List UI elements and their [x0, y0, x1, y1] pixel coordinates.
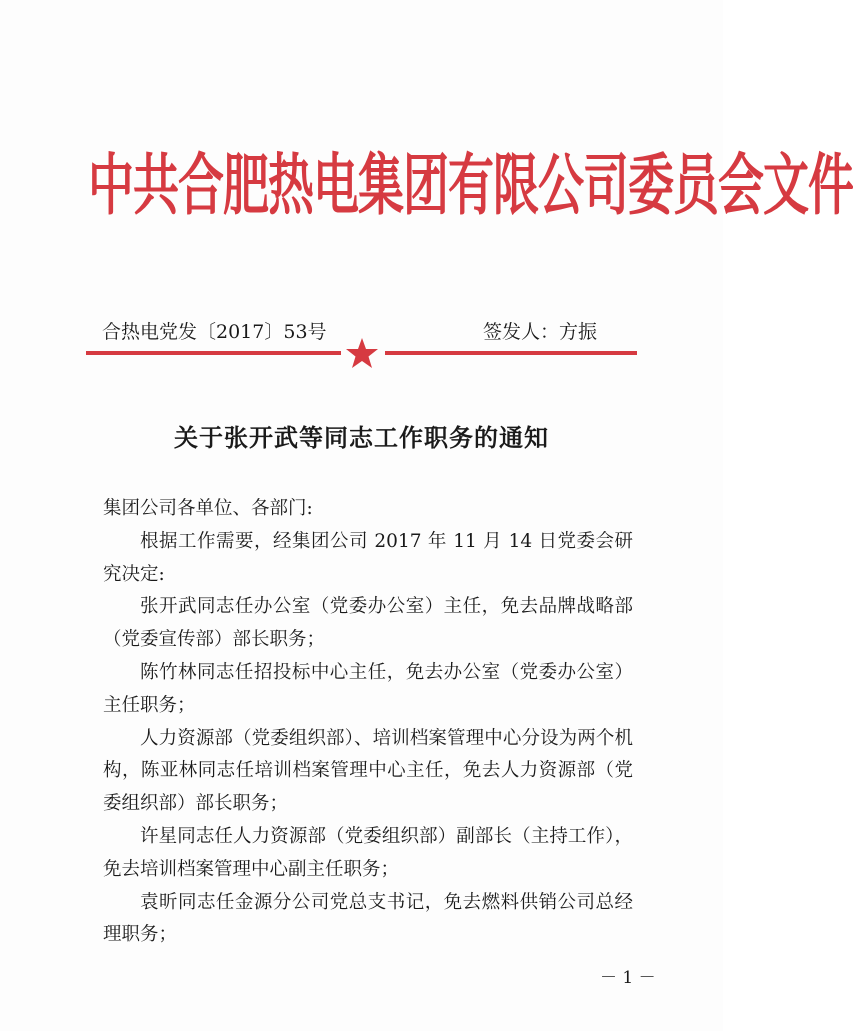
document-masthead: 中共合肥热电集团有限公司委员会文件	[88, 145, 853, 225]
issuer-signature: 签发人：方振	[483, 321, 598, 343]
red-star-icon	[345, 337, 379, 369]
document-number: 合热电党发〔2017〕53号	[102, 321, 327, 343]
body-paragraph: 许星同志任人力资源部（党委组织部）副部长（主持工作），免去培训档案管理中心副主任职务；	[103, 825, 633, 880]
red-rule-left	[86, 351, 341, 355]
notice-body	[103, 493, 633, 952]
page-number: － 1 －	[600, 968, 656, 988]
body-paragraph: 张开武同志任办公室（党委办公室）主任，免去品牌战略部（党委宣传部）部长职务；	[103, 596, 633, 651]
body-paragraph: 陈竹林同志任招投标中心主任，免去办公室（党委办公室）主任职务；	[103, 661, 633, 716]
body-paragraph: 根据工作需要，经集团公司 2017 年 11 月 14 日党委会研究决定:	[103, 530, 633, 585]
red-rule-right	[385, 351, 637, 355]
notice-title: 关于张开武等同志工作职务的通知	[174, 423, 549, 452]
salutation: 集团公司各单位、各部门:	[103, 498, 313, 519]
body-paragraph: 袁昕同志任金源分公司党总支书记，免去燃料供销公司总经理职务；	[103, 891, 633, 946]
body-paragraph: 人力资源部（党委组织部）、培训档案管理中心分设为两个机构，陈亚林同志任培训档案管理中心主任，免去人力资源部（党委组织部）部长职务；	[103, 727, 633, 815]
